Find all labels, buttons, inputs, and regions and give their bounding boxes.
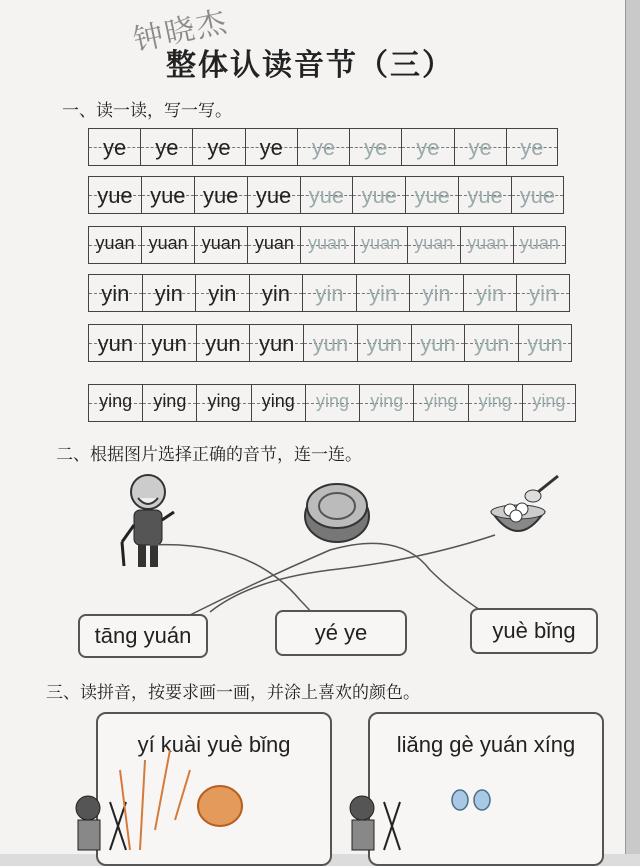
printed-syllable: yun bbox=[205, 331, 241, 356]
traced-syllable: yuan bbox=[519, 233, 559, 253]
child-painter-illustration-right bbox=[340, 792, 410, 854]
traced-syllable: ye bbox=[311, 135, 336, 160]
printed-syllable: ying bbox=[207, 391, 241, 411]
printed-syllable: yun bbox=[151, 331, 187, 356]
printed-syllable: yuan bbox=[254, 233, 294, 253]
printed-syllable: ye bbox=[155, 135, 179, 160]
traced-syllable: yun bbox=[312, 331, 349, 356]
printed-syllable: yin bbox=[101, 281, 130, 306]
printed-syllable: yuan bbox=[201, 233, 241, 253]
printed-syllable: yin bbox=[208, 281, 237, 306]
printed-syllable: yue bbox=[150, 183, 186, 208]
option-tang-yuan[interactable]: tāng yuán bbox=[78, 614, 208, 658]
traced-syllable: yun bbox=[527, 331, 563, 356]
traced-syllable: ying bbox=[478, 391, 512, 411]
traced-syllable: yun bbox=[366, 331, 402, 356]
traced-syllable: yuan bbox=[467, 233, 507, 253]
printed-syllable: yin bbox=[154, 281, 183, 306]
traced-syllable: yun bbox=[420, 331, 456, 356]
printed-syllable: yun bbox=[258, 331, 295, 356]
printed-syllable: yuan bbox=[148, 233, 188, 253]
traced-syllable: ying bbox=[370, 391, 404, 411]
printed-syllable: ying bbox=[153, 391, 187, 411]
traced-syllable: yue bbox=[414, 183, 450, 208]
traced-syllable: yin bbox=[368, 281, 398, 306]
section-1-heading: 一、读一读，写一写。 bbox=[62, 101, 232, 121]
traced-syllable: ye bbox=[416, 135, 440, 160]
printed-syllable: yun bbox=[97, 331, 134, 356]
traced-syllable: ye bbox=[520, 135, 544, 160]
traced-syllable: yuan bbox=[361, 233, 401, 253]
printed-syllable: ying bbox=[261, 391, 295, 411]
traced-syllable: yin bbox=[476, 281, 505, 306]
draw-box-circles-label: liǎng gè yuán xíng bbox=[396, 732, 576, 757]
page-title: 整体认读音节（三） bbox=[166, 48, 454, 83]
section-3-heading: 三、读拼音，按要求画一画，并涂上喜欢的颜色。 bbox=[46, 683, 420, 703]
printed-syllable: yin bbox=[261, 281, 290, 306]
traced-syllable: yue bbox=[519, 183, 556, 208]
printed-syllable: yue bbox=[97, 183, 133, 208]
printed-syllable: ye bbox=[102, 135, 127, 160]
printed-syllable: yuan bbox=[95, 233, 135, 253]
printed-syllable: ying bbox=[99, 391, 133, 411]
printed-syllable: yue bbox=[255, 183, 292, 208]
traced-syllable: ying bbox=[532, 391, 566, 411]
traced-syllable: yue bbox=[467, 183, 503, 208]
traced-syllable: ying bbox=[424, 391, 458, 411]
traced-syllable: yue bbox=[308, 183, 345, 208]
traced-syllable: yin bbox=[422, 281, 451, 306]
section-2-heading: 二、根据图片选择正确的音节，连一连。 bbox=[56, 445, 362, 465]
handwritten-name: 钟晓杰 bbox=[130, 4, 232, 59]
traced-syllable: ye bbox=[468, 135, 492, 160]
traced-syllable: ying bbox=[315, 391, 349, 411]
traced-syllable: yuan bbox=[307, 233, 348, 253]
printed-syllable: ye bbox=[207, 135, 231, 160]
two-circles-drawing bbox=[448, 786, 498, 816]
crayon-mooncake-drawing bbox=[100, 750, 250, 854]
traced-syllable: yue bbox=[361, 183, 398, 208]
draw-box-mooncake-label: yí kuài yuè bǐng bbox=[137, 732, 291, 757]
option-yue-bing[interactable]: yuè bǐng bbox=[470, 608, 598, 654]
printed-syllable: yue bbox=[202, 183, 239, 208]
traced-syllable: ye bbox=[364, 135, 388, 160]
traced-syllable: yin bbox=[529, 281, 558, 306]
traced-syllable: yuan bbox=[414, 233, 454, 253]
option-ye-ye[interactable]: yé ye bbox=[275, 610, 407, 656]
printed-syllable: ye bbox=[259, 135, 283, 160]
traced-syllable: yun bbox=[474, 331, 510, 356]
traced-syllable: yin bbox=[315, 281, 344, 306]
